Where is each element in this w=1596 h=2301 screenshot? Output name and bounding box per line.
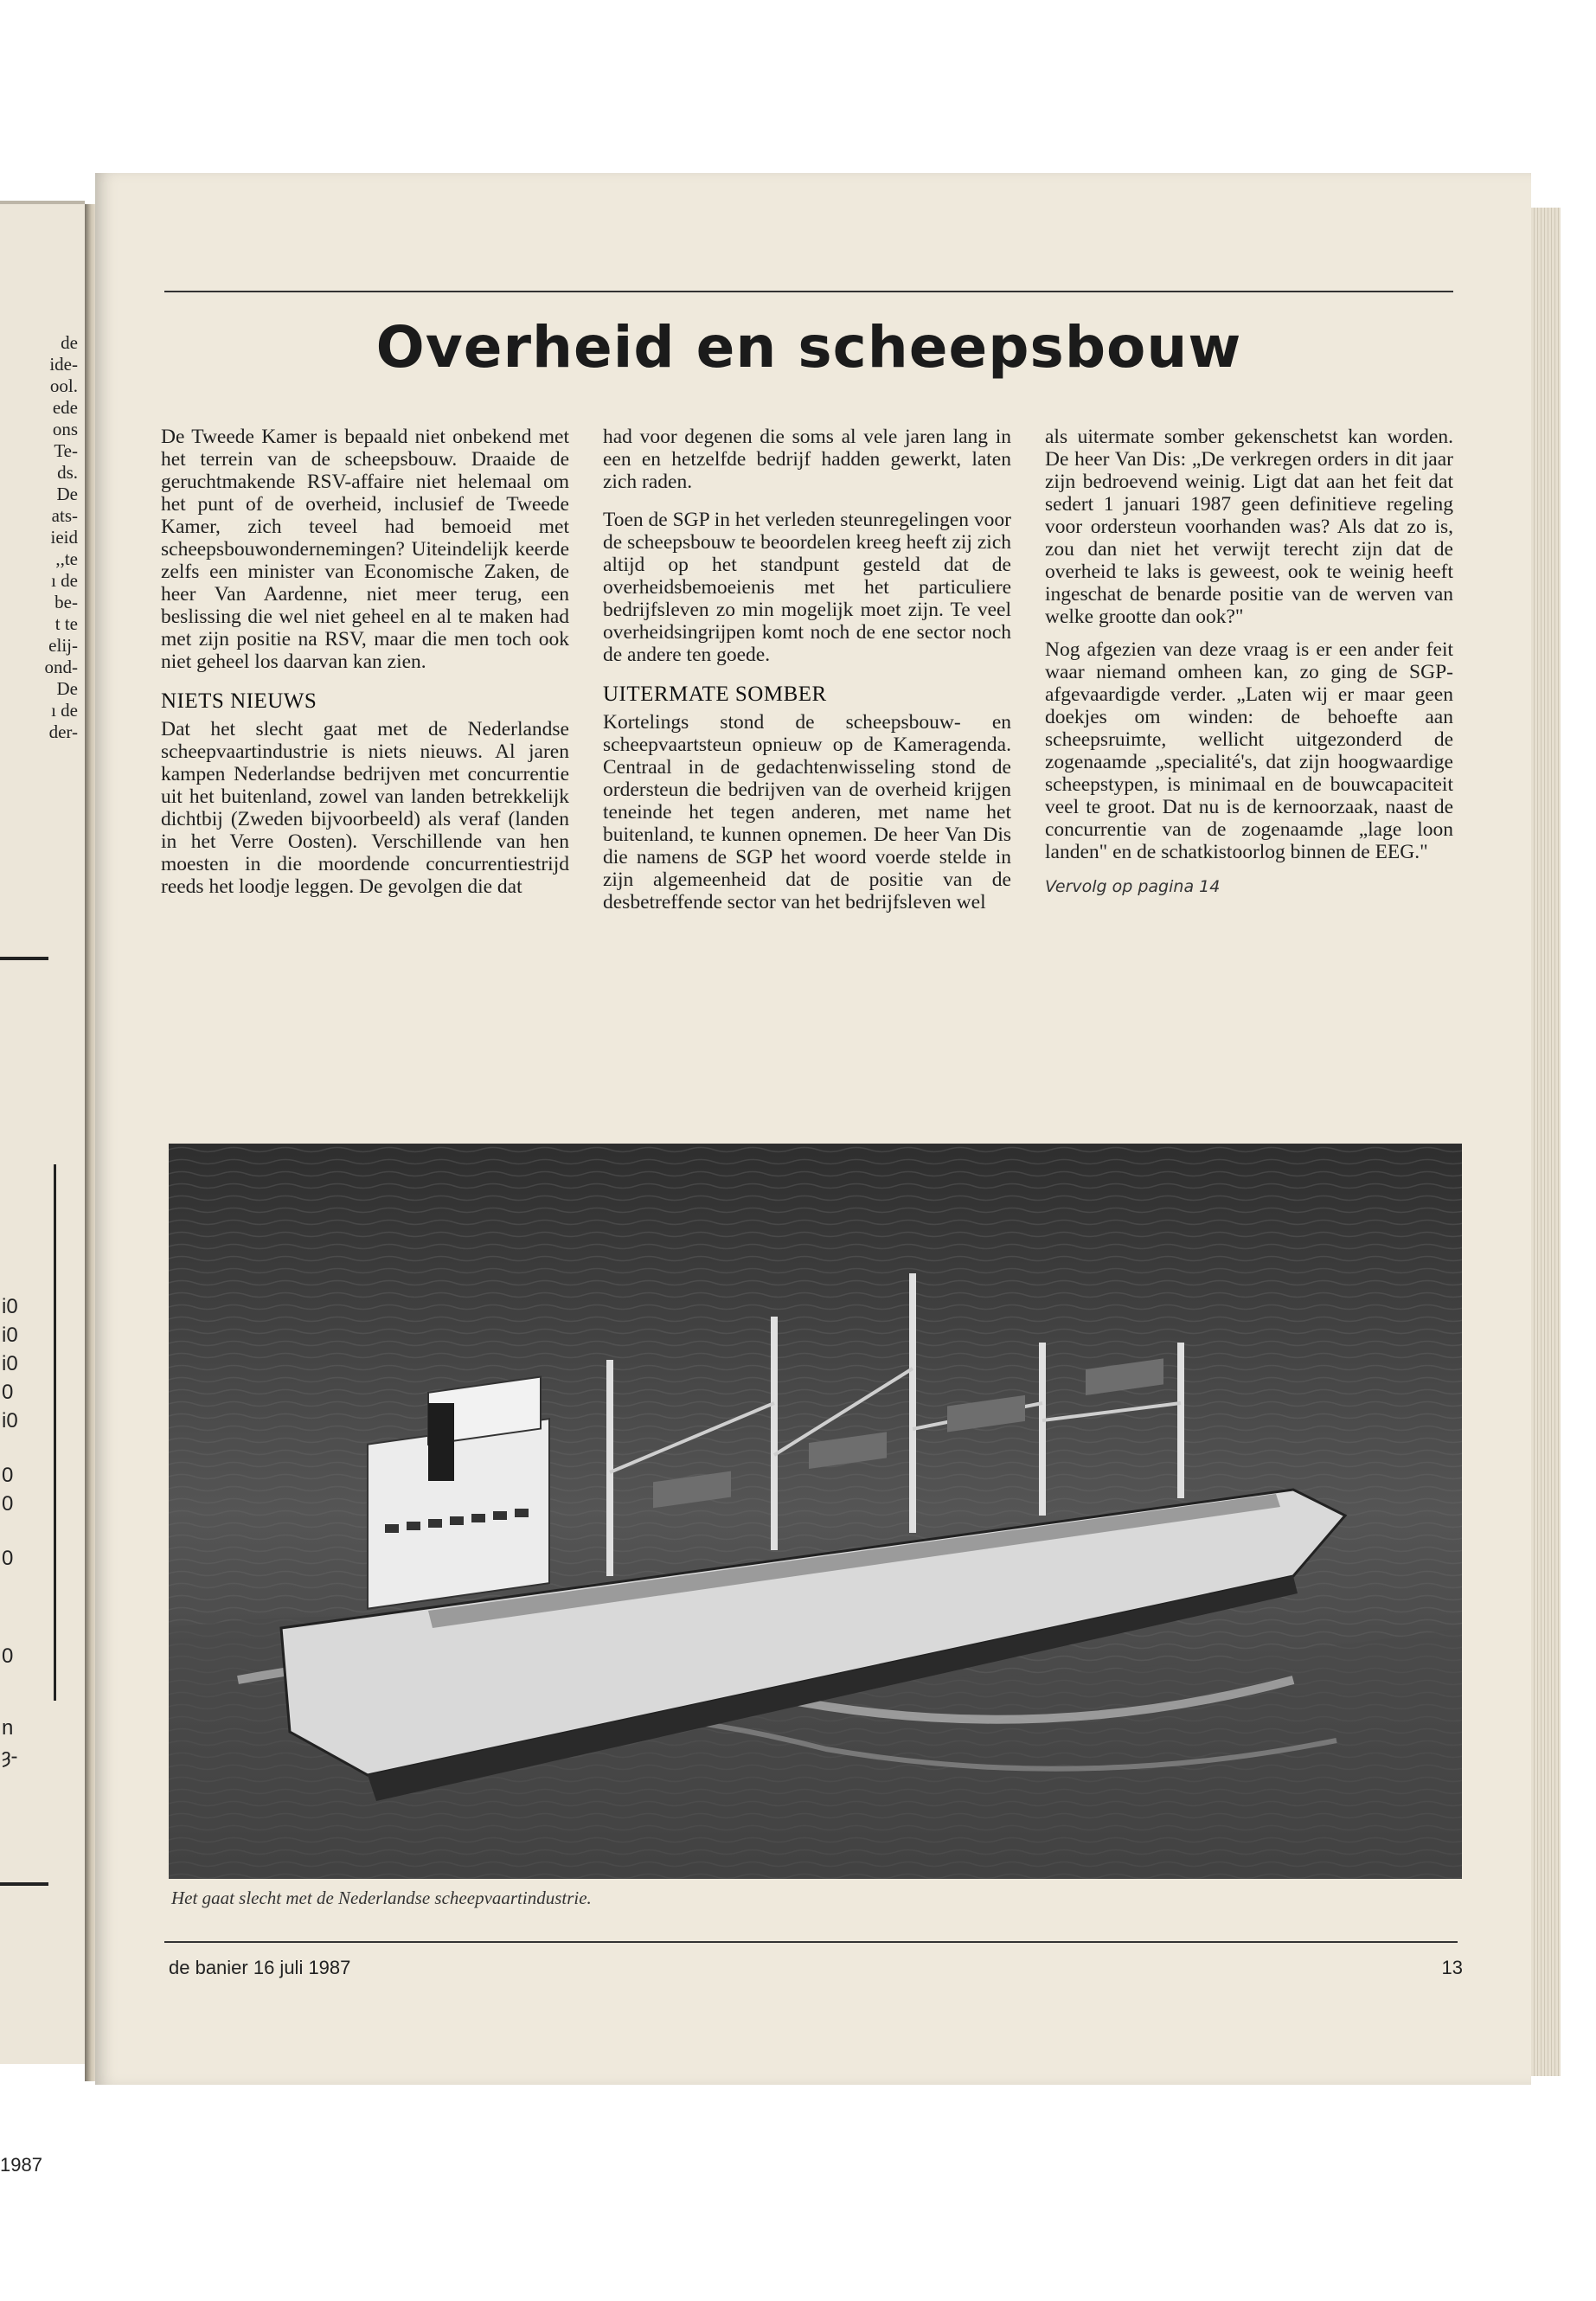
left-fragment: De xyxy=(56,484,78,504)
left-page-rule xyxy=(0,1882,48,1886)
left-fragment: ats- xyxy=(51,505,78,526)
paragraph: Kortelings stond de scheepsbouw- en scheepvaartsteun opnieuw op de Kameragenda. Centraal in de gedachtenwisseling stond de ordersteun die bedrijven van de overheid krijgen teneinde het tegen anderen, met name het buitenland, te kunnen opnemen. De heer Van Dis die namens de SGP het woord voerde stelde in zijn algemeenheid dat de positie van de desbetreffende sector van het bedrijfsleven wel xyxy=(603,711,1011,913)
left-fragment: ide- xyxy=(49,354,78,375)
page-number: 13 xyxy=(1441,1957,1463,1978)
left-fragment: ond- xyxy=(44,657,78,677)
ship-photo xyxy=(169,1144,1462,1879)
left-fragment: ı de xyxy=(51,570,78,591)
left-fragment: ede xyxy=(52,397,78,418)
column-2 xyxy=(603,426,1011,924)
left-fragment: t te xyxy=(54,613,78,634)
left-page-rule xyxy=(0,957,48,960)
left-number: i0 xyxy=(2,1409,18,1433)
paragraph: Toen de SGP in het verleden steunregelingen voor de scheepsbouw te beoordelen kreeg heeft zij zich altijd op het standpunt gesteld dat de overheidsbemoeienis met het particuliere bedrijfsleven zo min mogelijk moet zijn. Te veel overheidsingrijpen komt noch de ene sector noch de andere ten goede. xyxy=(603,509,1011,666)
paragraph: had voor degenen die soms al vele jaren lang in een en hetzelfde bedrijf hadden gewerkt, laten zich raden. xyxy=(603,426,1011,493)
left-number: i0 xyxy=(2,1352,18,1375)
left-page-year: 1987 xyxy=(0,2154,42,2176)
column-3 xyxy=(1045,426,1453,898)
left-number: 0 xyxy=(2,1644,14,1668)
photo-caption: Het gaat slecht met de Nederlandse scheepvaartindustrie. xyxy=(171,1888,592,1908)
left-fragment: ,,te xyxy=(55,548,78,569)
left-fragment: ons xyxy=(52,419,78,439)
page-edges xyxy=(1531,208,1561,2076)
left-fragment: ieid xyxy=(50,527,78,548)
column-1 xyxy=(161,426,569,908)
article-title: Overheid en scheepsbouw xyxy=(375,314,1242,381)
left-fragment: be- xyxy=(54,592,78,612)
left-fragment: De xyxy=(56,678,78,699)
left-fragment: ool. xyxy=(49,375,78,396)
left-fragment: elij- xyxy=(48,635,78,656)
left-number: 0 xyxy=(2,1547,14,1570)
top-rule xyxy=(164,291,1453,292)
left-number: i0 xyxy=(2,1324,18,1347)
footer-publication: de banier 16 juli 1987 xyxy=(169,1957,351,1978)
left-page-numbers xyxy=(2,1292,18,1771)
paragraph: Dat het slecht gaat met de Nederlandse scheepvaartindustrie is niets nieuws. Al jaren kampen Nederlandse bedrijven met concurrentie uit het buitenland, zowel van landen betrekkelijk dichtbij (Zweden bijvoorbeeld) als veraf (landen in het Verre Oosten). Verschillende van hen moesten in die moordende concurrentiestrijd reeds het loodje leggen. De gevolgen die dat xyxy=(161,718,569,898)
bottom-rule xyxy=(164,1941,1458,1943)
left-fragment: der- xyxy=(48,721,78,742)
left-number: 0 xyxy=(2,1492,14,1516)
left-page-text xyxy=(45,332,79,743)
left-page-fragment xyxy=(0,201,85,2176)
left-fragment: ı de xyxy=(51,700,78,721)
paragraph: als uitermate somber gekenschetst kan worden. De heer Van Dis: „De verkregen orders in dit jaar zijn bedroevend weinig. Ligt dat aan het feit dat sedert 1 januari 1987 geen definitieve regeling voor ordersteun voorhanden was? Als dat zo is, zou dan niet het verwijt terecht zijn dat de overheid te laks is geweest, ook te weinig heeft ingeschat de benarde positie van de werven van welke grootte dan ook?" xyxy=(1045,426,1453,628)
ship-illustration xyxy=(169,1144,1462,1879)
left-number: ȝ- xyxy=(2,1745,18,1768)
left-number: 0 xyxy=(2,1464,14,1487)
left-fragment: ds. xyxy=(57,462,78,483)
paragraph: De Tweede Kamer is bepaald niet onbekend met het terrein van de scheepsbouw. Draaide de geruchtmakende RSV-affaire niet helemaal om het punt of de overheid, inclusief de Tweede Kamer, zich teveel had bemoeid met scheepsbouwondernemingen? Uiteindelijk keerde zelfs een minister van Economische Zaken, de heer Van Aardenne, niet meer terug, een beslissing die wel niet geheel en al te maken had met zijn positie na RSV, maar die men toch ook niet geheel los daarvan kan zien. xyxy=(161,426,569,673)
section-heading: UITERMATE SOMBER xyxy=(603,683,827,706)
paragraph: Nog afgezien van deze vraag is er een ander feit waar niemand omheen kan, zo ging de SGP-afgevaardigde verder. „Laten wij er maar geen doekjes om winden: de behoefte aan scheepsruimte, wellicht uitgezonderd de zogenaamde „specialité's, dat zijn hoogwaardige scheepstypen, is minimaal en de bouwcapaciteit veel te groot. Dat nu is de kernoorzaak, naast de concurrentie van de zogenaamde „lage loon landen" en de schatkistoorlog binnen de EEG." xyxy=(1045,638,1453,863)
left-number: 0 xyxy=(2,1381,14,1404)
left-number: n xyxy=(2,1716,14,1740)
left-fragment: Te- xyxy=(54,440,78,461)
section-heading: NIETS NIEUWS xyxy=(161,689,317,713)
left-fragment: de xyxy=(61,332,78,353)
continued-note: Vervolg op pagina 14 xyxy=(1045,877,1221,896)
left-number: i0 xyxy=(2,1295,18,1318)
